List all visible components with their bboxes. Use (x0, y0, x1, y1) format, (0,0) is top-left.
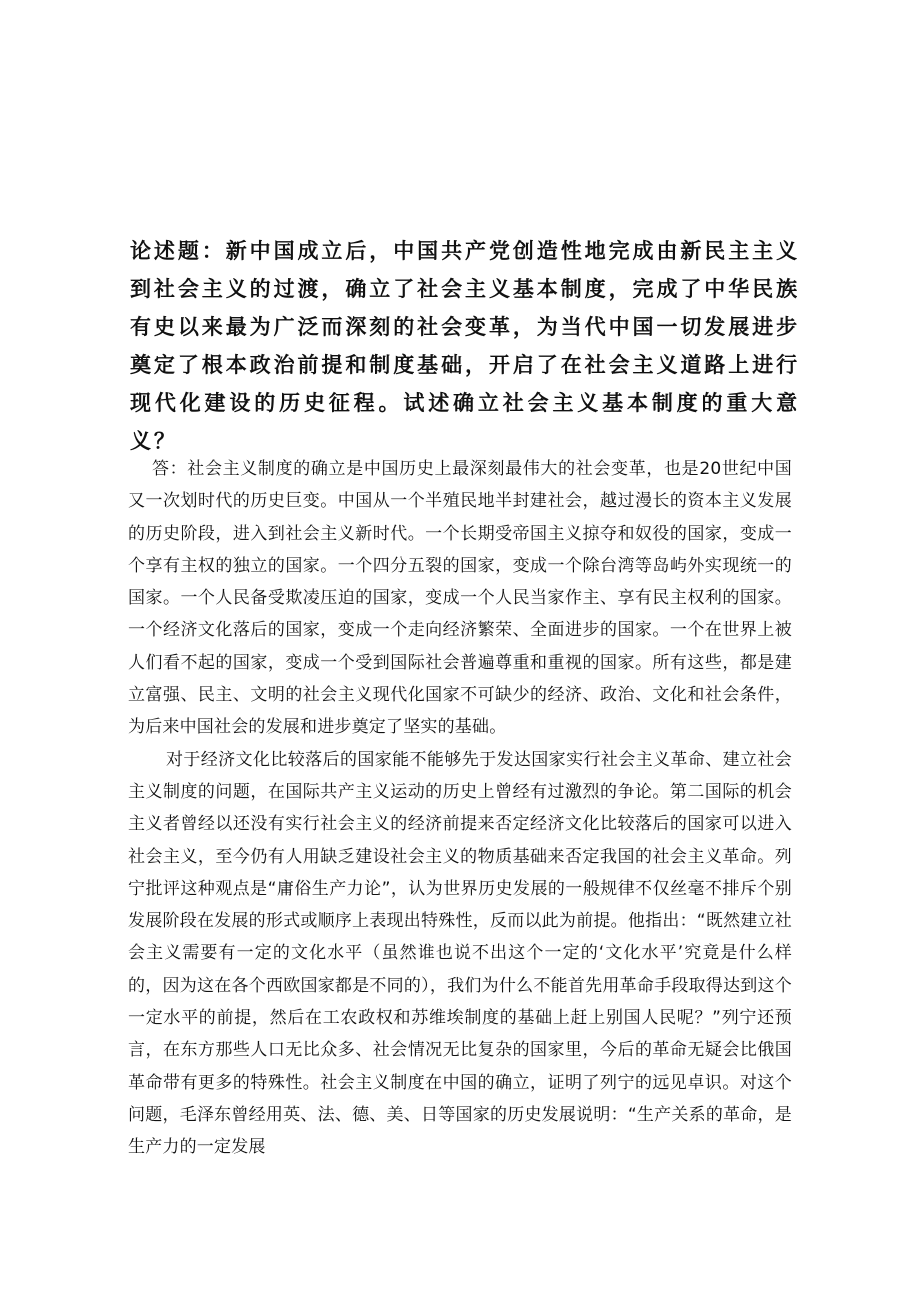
answer-paragraph-1: 答：社会主义制度的确立是中国历史上最深刻最伟大的社会变革，也是20世纪中国又一次划时代的历史巨变。中国从一个半殖民地半封建社会，越过漫长的资本主义发展的历史阶段，进入到社会主义新时代。一个长期受帝国主义掠夺和奴役的国家，变成一个享有主权的独立的国家。一个四分五裂的国家，变成一个除台湾等岛屿外实现统一的国家。一个人民备受欺凌压迫的国家，变成一个人民当家作主、享有民主权利的国家。一个经济文化落后的国家，变成一个走向经济繁荣、全面进步的国家。一个在世界上被人们看不起的国家，变成一个受到国际社会普遍尊重和重视的国家。所有这些，都是建立富强、民主、文明的社会主义现代化国家不可缺少的经济、政治、文化和社会条件，为后来中国社会的发展和进步奠定了坚实的基础。 (128, 459, 792, 738)
answer-body (128, 453, 792, 1164)
answer-paragraph-2: 对于经济文化比较落后的国家能不能够先于发达国家实行社会主义革命、建立社会主义制度的问题，在国际共产主义运动的历史上曾经有过激烈的争论。第二国际的机会主义者曾经以还没有实行社会主义的经济前提来否定经济文化比较落后的国家可以进入社会主义，至今仍有人用缺乏建设社会主义的物质基础来否定我国的社会主义革命。列宁批评这种观点是“庸俗生产力论”，认为世界历史发展的一般规律不仅丝毫不排斥个别发展阶段在发展的形式或顺序上表现出特殊性，反而以此为前提。他指出：“既然建立社会主义需要有一定的文化水平（虽然谁也说不出这个一定的‘文化水平’究竟是什么样的，因为这在各个西欧国家都是不同的），我们为什么不能首先用革命手段取得达到这个一定水平的前提，然后在工农政权和苏维埃制度的基础上赶上别国人民呢？”列宁还预言，在东方那些人口无比众多、社会情况无比复杂的国家里，今后的革命无疑会比俄国革命带有更多的特殊性。社会主义制度在中国的确立，证明了列宁的远见卓识。对这个问题，毛泽东曾经用英、法、德、美、日等国家的历史发展说明：“生产关系的革命，是生产力的一定发展 (128, 749, 792, 1158)
essay-question: 论述题：新中国成立后，中国共产党创造性地完成由新民主主义到社会主义的过渡，确立了社会主义基本制度，完成了中华民族有史以来最为广泛而深刻的社会变革，为当代中国一切发展进步奠定了根本政治前提和制度基础，开启了在社会主义道路上进行现代化建设的历史征程。试述确立社会主义基本制度的重大意义？ (130, 238, 800, 453)
